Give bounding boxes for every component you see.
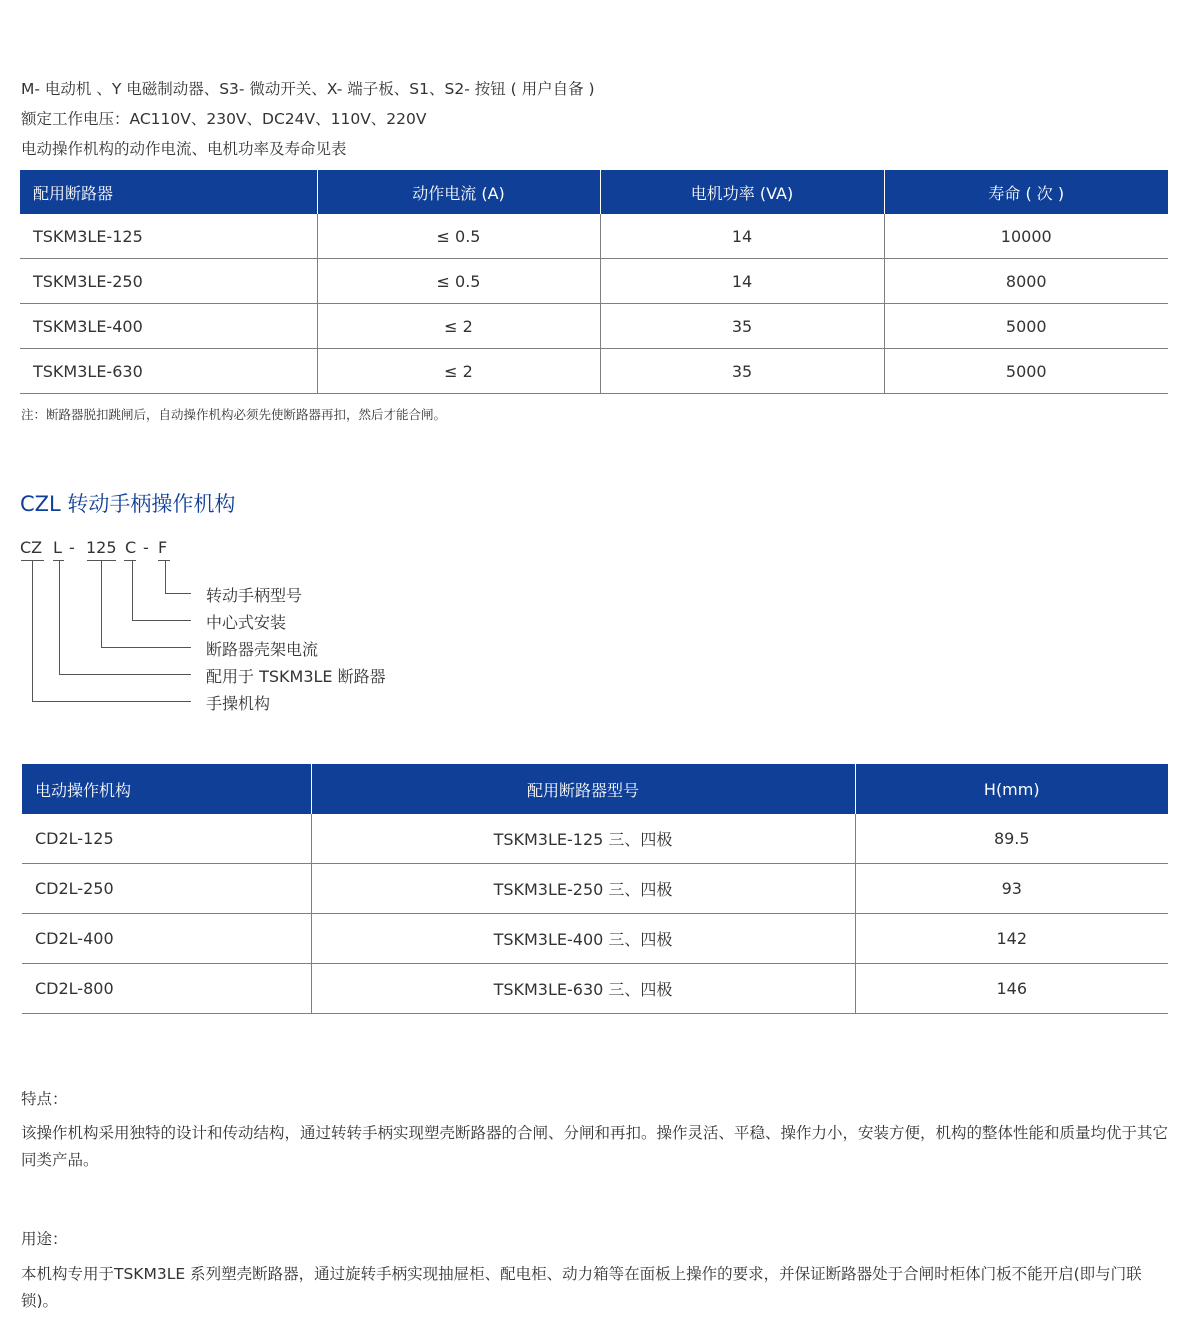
code-part-f: F: [158, 538, 168, 557]
code-part-c: C: [125, 538, 137, 557]
leader-line: [32, 701, 191, 702]
usage-label: 用途：: [21, 1230, 68, 1248]
section-title: CZL 转动手柄操作机构: [20, 492, 236, 516]
column-header: 动作电流 (A): [317, 170, 600, 214]
code-separator: -: [69, 538, 75, 557]
column-header: 电动操作机构: [22, 764, 311, 814]
current-power-life-table: [20, 170, 1168, 394]
motor-legend-text: M- 电动机 、Y 电磁制动器、S3- 微动开关、X- 端子板、S1、S2- 按钮 ( 用户自备 ): [21, 80, 595, 98]
column-header: 寿命 ( 次 ): [884, 170, 1168, 214]
column-header: 配用断路器: [20, 170, 317, 214]
legend-label: 转动手柄型号: [206, 586, 303, 605]
table-cell: 8000: [884, 259, 1168, 304]
leader-line: [59, 674, 191, 675]
table-cell: ≤ 2: [317, 349, 600, 394]
table-cell: 35: [600, 349, 884, 394]
table-row: [22, 864, 1168, 914]
column-header: 电机功率 (VA): [600, 170, 884, 214]
trip-note: 注：断路器脱扣跳闸后，自动操作机构必须先使断路器再扣，然后才能合闸。: [21, 407, 447, 422]
code-separator: -: [143, 538, 149, 557]
table-cell: ≤ 2: [317, 304, 600, 349]
leader-line: [101, 647, 191, 648]
table-row: [20, 259, 1168, 304]
features-text: 该操作机构采用独特的设计和传动结构，通过转转手柄实现塑壳断路器的合闸、分闸和再扣。操作灵活、平稳、操作力小，安装方便，机构的整体性能和质量均优于其它同类产品。: [21, 1124, 1169, 1169]
table-cell: 5000: [884, 304, 1168, 349]
table-row: [22, 914, 1168, 964]
leader-line: [32, 560, 33, 701]
table-header-row: [22, 764, 1168, 814]
features-label: 特点：: [21, 1090, 68, 1108]
table-cell: TSKM3LE-125 三、四极: [311, 814, 855, 864]
table-caption: 电动操作机构的动作电流、电机功率及寿命见表: [21, 140, 347, 158]
code-underline: [124, 560, 136, 561]
table-row: [20, 214, 1168, 259]
table-cell: 146: [855, 964, 1168, 1014]
table-cell: 93: [855, 864, 1168, 914]
table-cell: CD2L-125: [22, 814, 311, 864]
table-cell: TSKM3LE-400 三、四极: [311, 914, 855, 964]
table-row: [22, 814, 1168, 864]
code-part-cz: CZ: [20, 538, 43, 557]
table-cell: ≤ 0.5: [317, 214, 600, 259]
leader-line: [59, 560, 60, 674]
table-row: [20, 304, 1168, 349]
leader-line: [165, 593, 191, 594]
rated-voltage-text: 额定工作电压：AC110V、230V、DC24V、110V、220V: [21, 110, 427, 128]
usage-text: 本机构专用于TSKM3LE 系列塑壳断路器，通过旋转手柄实现抽屉柜、配电柜、动力箱等在面板上操作的要求，并保证断路器处于合闸时柜体门板不能开启(即与门联锁)。: [21, 1265, 1142, 1310]
table-cell: TSKM3LE-250: [20, 259, 317, 304]
table-cell: TSKM3LE-630 三、四极: [311, 964, 855, 1014]
table-cell: 10000: [884, 214, 1168, 259]
table-cell: 14: [600, 214, 884, 259]
leader-line: [132, 620, 191, 621]
table-row: [22, 964, 1168, 1014]
table-header-row: [20, 170, 1168, 214]
leader-line: [165, 560, 166, 593]
legend-label: 手操机构: [206, 694, 271, 713]
table-cell: ≤ 0.5: [317, 259, 600, 304]
table-cell: TSKM3LE-630: [20, 349, 317, 394]
table-cell: TSKM3LE-250 三、四极: [311, 864, 855, 914]
table-cell: 5000: [884, 349, 1168, 394]
table-row: [20, 349, 1168, 394]
legend-label: 中心式安装: [206, 613, 287, 632]
legend-label: 配用于 TSKM3LE 断路器: [206, 667, 386, 686]
code-part-l: L: [53, 538, 62, 557]
column-header: H(mm): [855, 764, 1168, 814]
table-cell: CD2L-400: [22, 914, 311, 964]
table-cell: TSKM3LE-400: [20, 304, 317, 349]
table-cell: CD2L-250: [22, 864, 311, 914]
table-cell: CD2L-800: [22, 964, 311, 1014]
table-cell: TSKM3LE-125: [20, 214, 317, 259]
table-cell: 14: [600, 259, 884, 304]
legend-label: 断路器壳架电流: [206, 640, 319, 659]
leader-line: [101, 560, 102, 647]
code-underline: [158, 560, 170, 561]
table-cell: 142: [855, 914, 1168, 964]
table-cell: 35: [600, 304, 884, 349]
code-part-125: 125: [86, 538, 117, 557]
leader-line: [132, 560, 133, 620]
column-header: 配用断路器型号: [311, 764, 855, 814]
table-cell: 89.5: [855, 814, 1168, 864]
mechanism-model-table: [22, 764, 1168, 1014]
